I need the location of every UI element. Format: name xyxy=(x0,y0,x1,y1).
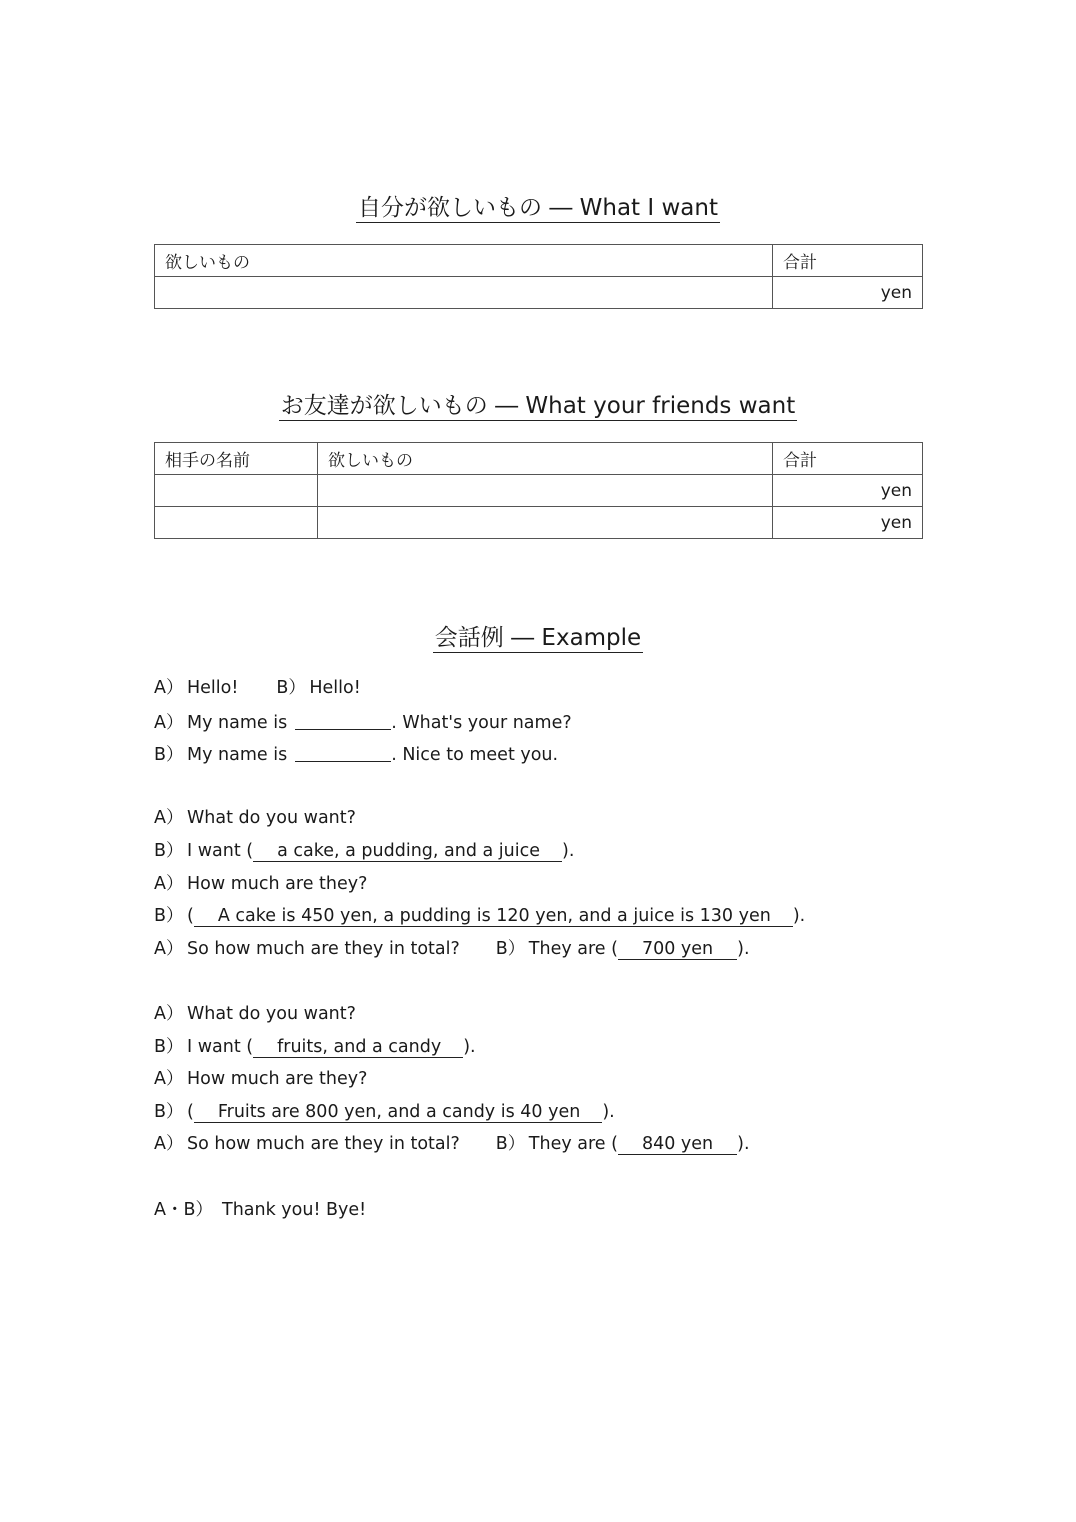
dialogue-line xyxy=(154,741,954,774)
header-cell: 合計 xyxy=(773,443,923,475)
speaker-label: B） xyxy=(495,938,526,959)
dialogue-text: I want ( xyxy=(187,840,254,861)
dialogue-text: ). xyxy=(463,1036,476,1057)
dialogue-text: . What's your name? xyxy=(391,712,572,733)
speaker-label: B） xyxy=(276,678,306,698)
dialogue-line xyxy=(154,1132,954,1165)
dialogue-text: My name is xyxy=(187,712,288,733)
speaker-label: A・B） xyxy=(154,1199,213,1220)
dialogue-text: My name is xyxy=(187,745,288,766)
dialogue-text: Hello! xyxy=(187,678,239,698)
dialogue-text: ). xyxy=(792,906,806,927)
dialogue-text: Thank you! Bye! xyxy=(222,1199,367,1220)
speaker-label: B） xyxy=(154,1101,184,1122)
what-i-want-table xyxy=(154,244,923,309)
items-cell[interactable] xyxy=(318,507,773,539)
total-cell[interactable]: yen xyxy=(773,507,923,539)
total-cell[interactable]: yen xyxy=(773,475,923,507)
speaker-label: A） xyxy=(154,938,184,959)
speaker-label: B） xyxy=(154,745,184,766)
name-blank[interactable] xyxy=(295,741,391,762)
dialogue-line xyxy=(154,904,954,937)
speaker-label: B） xyxy=(154,1036,184,1057)
header-cell: 欲しいもの xyxy=(155,245,773,277)
speaker-label: A） xyxy=(154,712,184,733)
dialogue-text: How much are they? xyxy=(187,1069,368,1090)
header-cell: 欲しいもの xyxy=(318,443,773,475)
dialogue-line xyxy=(154,1198,954,1231)
header-cell: 合計 xyxy=(773,245,923,277)
section-title-example: 会話例 ― Example xyxy=(434,625,642,651)
table-header-row xyxy=(155,245,923,277)
friend-name-cell[interactable] xyxy=(155,475,318,507)
table-header-row xyxy=(155,443,923,475)
example-dialogue xyxy=(154,676,954,1230)
items-cell[interactable] xyxy=(318,475,773,507)
section-title-what-i-want: 自分が欲しいもの ― What I want xyxy=(358,195,718,221)
answer-fill: Fruits are 800 yen, and a candy is 40 yen xyxy=(194,1102,602,1123)
speaker-label: A） xyxy=(154,1134,184,1155)
speaker-label: A） xyxy=(154,808,184,829)
speaker-label: A） xyxy=(154,873,184,894)
dialogue-text: They are ( xyxy=(528,938,618,959)
dialogue-text: They are ( xyxy=(528,1134,618,1155)
dialogue-text: What do you want? xyxy=(187,1003,356,1024)
answer-fill: A cake is 450 yen, a pudding is 120 yen, and a juice is 130 yen xyxy=(194,906,793,927)
answer-fill: fruits, and a candy xyxy=(253,1037,463,1058)
dialogue-line xyxy=(154,872,954,905)
dialogue-text: So how much are they in total? xyxy=(187,1134,460,1155)
items-cell[interactable] xyxy=(155,277,773,309)
speaker-label: A） xyxy=(154,678,184,698)
dialogue-text: Hello! xyxy=(309,678,361,698)
dialogue-line xyxy=(154,806,954,839)
dialogue-line xyxy=(154,937,954,970)
dialogue-text: So how much are they in total? xyxy=(187,938,460,959)
dialogue-text: . Nice to meet you. xyxy=(391,745,559,766)
section-title-friends-want: お友達が欲しいもの ― What your friends want xyxy=(280,393,796,419)
speaker-label: A） xyxy=(154,1003,184,1024)
friends-want-table xyxy=(154,442,923,539)
speaker-label: B） xyxy=(495,1134,526,1155)
answer-fill: 700 yen xyxy=(618,939,737,960)
speaker-label: B） xyxy=(154,906,184,927)
answer-fill: 840 yen xyxy=(618,1134,737,1155)
total-cell[interactable]: yen xyxy=(773,277,923,309)
name-blank[interactable] xyxy=(295,709,391,730)
dialogue-line xyxy=(154,1035,954,1068)
speaker-label: A） xyxy=(154,1069,184,1090)
header-cell: 相手の名前 xyxy=(155,443,318,475)
table-row xyxy=(155,507,923,539)
dialogue-line xyxy=(154,839,954,872)
dialogue-text: ). xyxy=(562,840,575,861)
answer-fill: a cake, a pudding, and a juice xyxy=(253,841,562,862)
speaker-label: B） xyxy=(154,840,184,861)
dialogue-line xyxy=(154,1002,954,1035)
dialogue-text: ). xyxy=(737,1134,750,1155)
dialogue-text: ). xyxy=(737,938,750,959)
dialogue-text: I want ( xyxy=(187,1036,254,1057)
dialogue-line xyxy=(154,709,954,742)
dialogue-line xyxy=(154,1100,954,1133)
friend-name-cell[interactable] xyxy=(155,507,318,539)
dialogue-text: How much are they? xyxy=(187,873,368,894)
dialogue-text: ). xyxy=(602,1101,615,1122)
dialogue-text: What do you want? xyxy=(187,808,356,829)
table-row xyxy=(155,277,923,309)
dialogue-text: ( xyxy=(187,1101,194,1122)
dialogue-line xyxy=(154,676,954,709)
dialogue-text: ( xyxy=(187,906,194,927)
dialogue-line xyxy=(154,1067,954,1100)
table-row xyxy=(155,475,923,507)
